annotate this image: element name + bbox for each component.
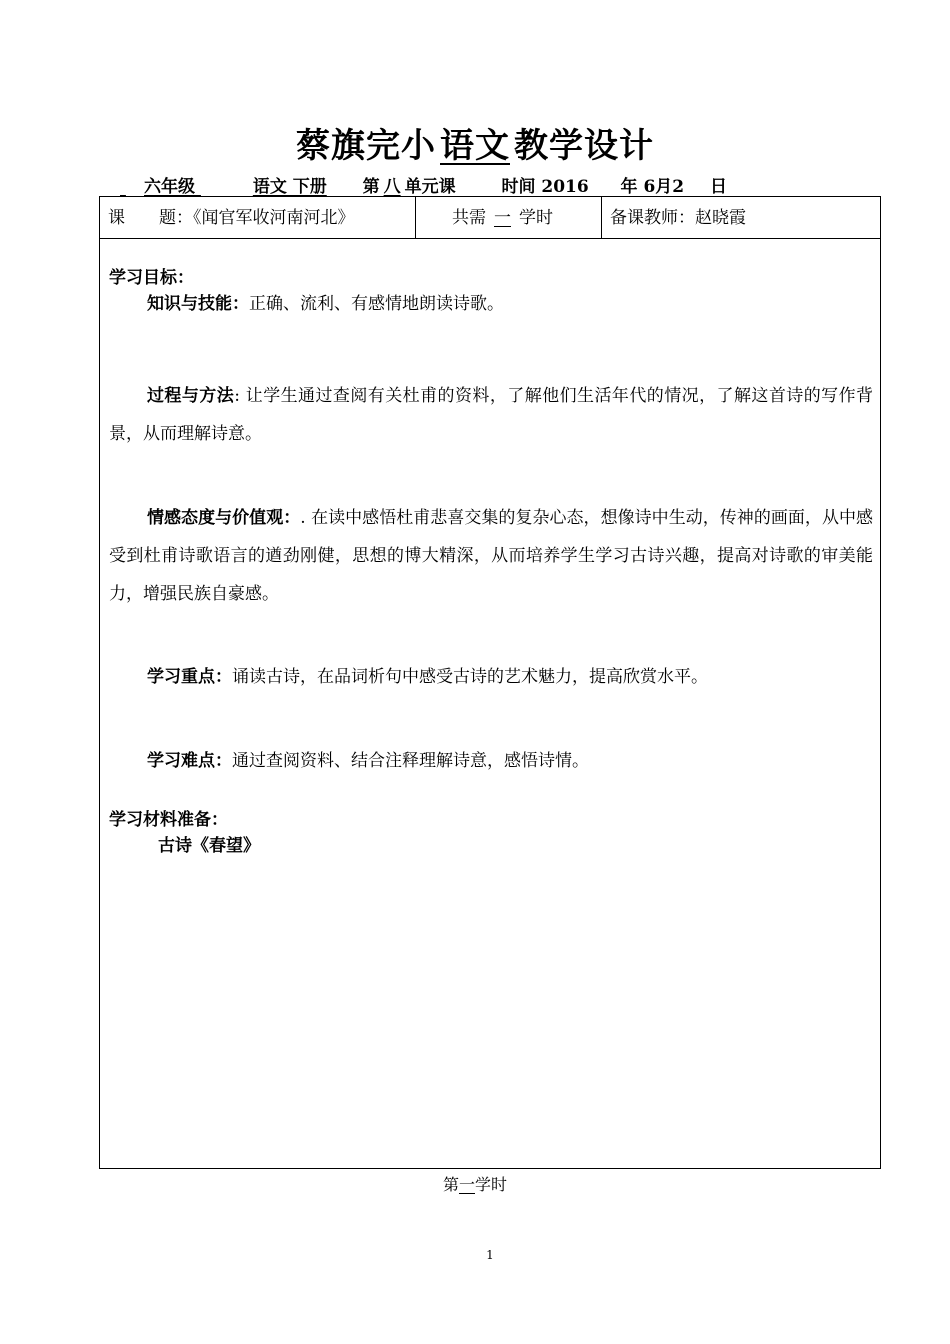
emotion-text: . 在读中感悟杜甫悲喜交集的复杂心态，想像诗中生动，传神的画面，从中感受到杜甫诗歌语言的遒劲刚健，思想的博大精深，从而培养学生学习古诗兴趣，提高对诗歌的审美能力，增强民族自豪感。 (109, 508, 874, 604)
title-suffix: 教学设计 (514, 126, 654, 166)
difficulty-label: 学习难点： (147, 751, 232, 771)
topic-label: 课 题： (108, 208, 193, 228)
unit-number: 八 (383, 177, 401, 197)
knowledge-skills (109, 285, 873, 323)
session-prefix: 第 (442, 1175, 459, 1194)
page-number: 1 (486, 1248, 494, 1262)
hours-prefix: 共需 (452, 208, 486, 228)
session-number: 一 (458, 1175, 475, 1194)
time-label: 时间 2016 (501, 177, 589, 197)
grade: 六年级 (144, 177, 195, 197)
course-meta-line (120, 172, 727, 197)
hours-suffix: 学时 (519, 208, 553, 228)
key-points (109, 658, 873, 696)
subject-name: 语文 (440, 126, 510, 166)
document-title (0, 118, 950, 167)
process-methods (109, 377, 873, 453)
teacher-label: 备课教师： (610, 208, 695, 228)
session-suffix: 学时 (475, 1175, 508, 1194)
knowledge-text: 正确、流利、有感情地朗读诗歌。 (249, 294, 504, 314)
hours-cell (416, 197, 602, 239)
book: 语文 下册 (252, 177, 327, 197)
topic-cell (100, 197, 416, 239)
difficulty-points (109, 742, 873, 780)
hours-number: 一 (494, 208, 511, 228)
key-text: 诵读古诗，在品词析句中感受古诗的艺术魅力，提高欣赏水平。 (232, 667, 708, 687)
difficulty-text: 通过查阅资料、结合注释理解诗意，感悟诗情。 (232, 751, 589, 771)
topic-value: 《闻官军收河南河北》 (193, 208, 355, 228)
process-text: : 让学生通过查阅有关杜甫的资料，了解他们生活年代的情况，了解这首诗的写作背景，从而理解诗意。 (109, 386, 873, 444)
teacher-cell (602, 197, 880, 239)
key-label: 学习重点： (147, 667, 232, 687)
unit-suffix: 单元课 (404, 177, 456, 197)
unit-prefix: 第 (362, 177, 380, 197)
date-label: 年 6月2 (620, 177, 685, 197)
teacher-name: 赵晓霞 (695, 208, 746, 228)
lesson-header-table (99, 196, 881, 238)
lesson-body (99, 238, 881, 1169)
emotion-values (109, 499, 873, 613)
school-name: 蔡旗完小 (296, 126, 436, 166)
day-label: 日 (709, 177, 727, 197)
knowledge-label: 知识与技能： (147, 294, 249, 314)
materials-text: 古诗《春望》 (158, 836, 260, 856)
session-footer (0, 1172, 950, 1195)
objectives-heading: 学习目标： (109, 268, 194, 288)
materials-heading: 学习材料准备： (109, 810, 228, 830)
process-label: 过程与方法 (147, 386, 235, 406)
emotion-label: 情感态度与价值观： (147, 508, 301, 528)
